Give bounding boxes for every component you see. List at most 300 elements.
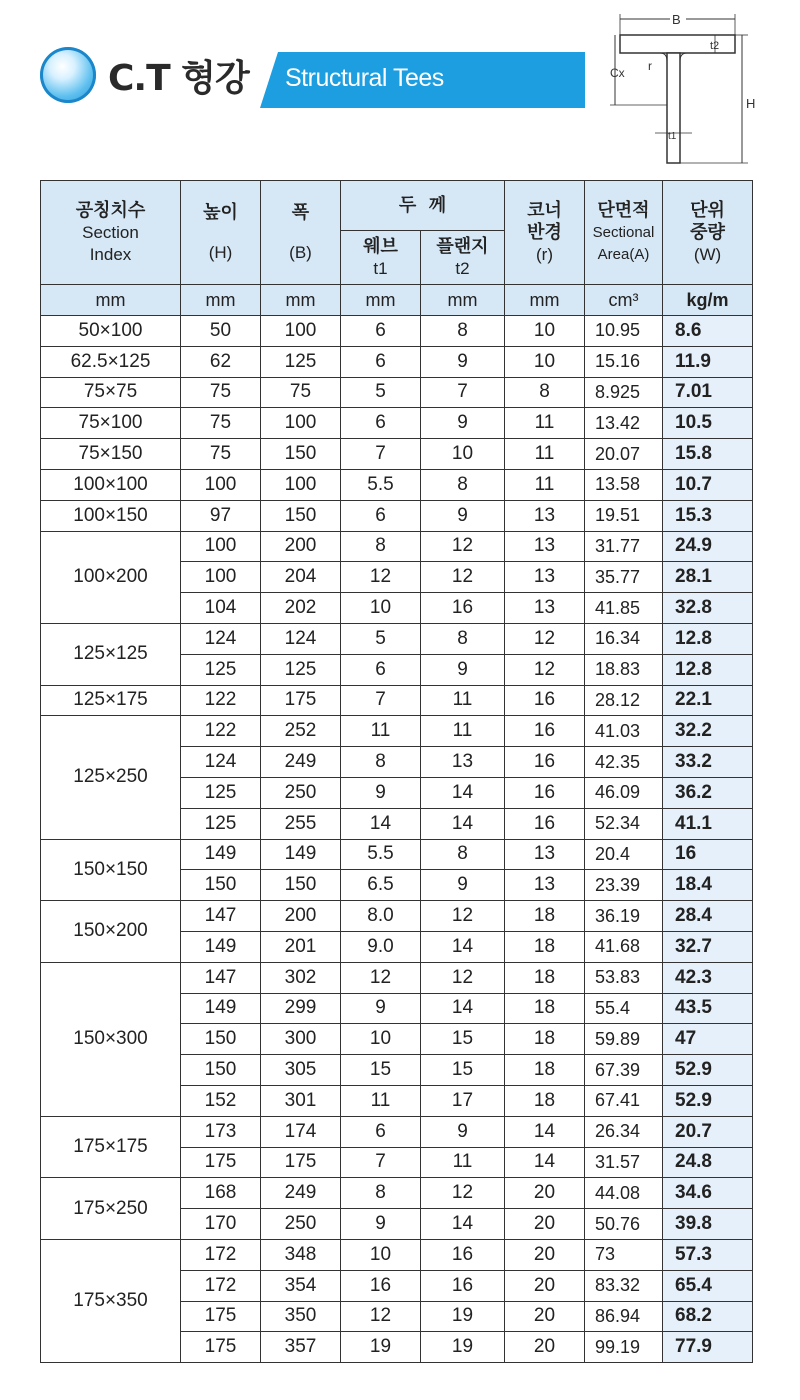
table-row	[41, 439, 753, 470]
cell-width: 124	[261, 623, 341, 654]
cell-sectional-area: 59.89	[585, 1024, 663, 1055]
cell-section-index: 62.5×125	[41, 346, 181, 377]
cell-height: 152	[181, 1085, 261, 1116]
table-row	[41, 316, 753, 347]
cell-section-index: 125×125	[41, 623, 181, 685]
label-cx: Cx	[610, 66, 625, 80]
cell-flange-thickness: 10	[421, 439, 505, 470]
cell-sectional-area: 44.08	[585, 1178, 663, 1209]
cell-height: 147	[181, 962, 261, 993]
cell-height: 100	[181, 469, 261, 500]
cell-width: 299	[261, 993, 341, 1024]
cell-section-index: 75×150	[41, 439, 181, 470]
cell-flange-thickness: 16	[421, 1270, 505, 1301]
cell-sectional-area: 83.32	[585, 1270, 663, 1301]
table-row	[41, 408, 753, 439]
cell-width: 125	[261, 654, 341, 685]
cell-height: 100	[181, 562, 261, 593]
header-web: 웨브 t1	[341, 231, 421, 285]
cell-web-thickness: 5	[341, 623, 421, 654]
cell-corner-radius: 18	[505, 1085, 585, 1116]
cell-web-thickness: 6	[341, 1116, 421, 1147]
cell-corner-radius: 18	[505, 993, 585, 1024]
cell-corner-radius: 13	[505, 593, 585, 624]
label-t1: t1	[668, 131, 677, 142]
table-row	[41, 685, 753, 716]
cell-width: 174	[261, 1116, 341, 1147]
cell-width: 300	[261, 1024, 341, 1055]
cell-web-thickness: 7	[341, 685, 421, 716]
cell-web-thickness: 8	[341, 1178, 421, 1209]
cell-sectional-area: 55.4	[585, 993, 663, 1024]
cell-web-thickness: 8.0	[341, 901, 421, 932]
table-row	[41, 901, 753, 932]
cell-corner-radius: 18	[505, 931, 585, 962]
cell-unit-weight: 7.01	[663, 377, 753, 408]
cell-width: 350	[261, 1301, 341, 1332]
table-row	[41, 716, 753, 747]
cell-unit-weight: 41.1	[663, 808, 753, 839]
cell-height: 175	[181, 1147, 261, 1178]
cell-section-index: 100×150	[41, 500, 181, 531]
cell-unit-weight: 24.8	[663, 1147, 753, 1178]
cell-unit-weight: 47	[663, 1024, 753, 1055]
cell-web-thickness: 9	[341, 993, 421, 1024]
cell-web-thickness: 8	[341, 747, 421, 778]
header-thickness: 두 께	[341, 181, 505, 231]
cell-unit-weight: 52.9	[663, 1055, 753, 1086]
cell-flange-thickness: 12	[421, 562, 505, 593]
cell-corner-radius: 8	[505, 377, 585, 408]
cell-corner-radius: 13	[505, 531, 585, 562]
cell-flange-thickness: 8	[421, 316, 505, 347]
cell-web-thickness: 15	[341, 1055, 421, 1086]
cell-height: 62	[181, 346, 261, 377]
cell-flange-thickness: 19	[421, 1332, 505, 1363]
cell-unit-weight: 15.3	[663, 500, 753, 531]
cell-width: 150	[261, 439, 341, 470]
cell-unit-weight: 43.5	[663, 993, 753, 1024]
spec-table	[40, 180, 753, 1363]
cell-section-index: 125×250	[41, 716, 181, 839]
cell-sectional-area: 10.95	[585, 316, 663, 347]
cell-height: 75	[181, 408, 261, 439]
cell-web-thickness: 9	[341, 1209, 421, 1240]
cell-section-index: 175×250	[41, 1178, 181, 1240]
cell-height: 125	[181, 777, 261, 808]
cell-flange-thickness: 8	[421, 469, 505, 500]
cell-width: 250	[261, 1209, 341, 1240]
cell-unit-weight: 32.7	[663, 931, 753, 962]
cell-corner-radius: 14	[505, 1116, 585, 1147]
cell-height: 104	[181, 593, 261, 624]
cell-height: 175	[181, 1332, 261, 1363]
cell-sectional-area: 16.34	[585, 623, 663, 654]
cell-sectional-area: 41.68	[585, 931, 663, 962]
cell-flange-thickness: 14	[421, 931, 505, 962]
cell-web-thickness: 8	[341, 531, 421, 562]
cell-unit-weight: 42.3	[663, 962, 753, 993]
cell-flange-thickness: 12	[421, 531, 505, 562]
cell-section-index: 150×200	[41, 901, 181, 963]
cell-flange-thickness: 9	[421, 870, 505, 901]
cell-height: 150	[181, 1055, 261, 1086]
cell-sectional-area: 20.07	[585, 439, 663, 470]
cell-width: 357	[261, 1332, 341, 1363]
cell-height: 124	[181, 747, 261, 778]
cell-section-index: 100×200	[41, 531, 181, 623]
cell-flange-thickness: 11	[421, 1147, 505, 1178]
cell-sectional-area: 18.83	[585, 654, 663, 685]
cell-sectional-area: 67.39	[585, 1055, 663, 1086]
cell-height: 124	[181, 623, 261, 654]
cell-width: 255	[261, 808, 341, 839]
cell-section-index: 75×100	[41, 408, 181, 439]
cell-sectional-area: 52.34	[585, 808, 663, 839]
cell-web-thickness: 10	[341, 1239, 421, 1270]
cell-corner-radius: 20	[505, 1301, 585, 1332]
cell-height: 149	[181, 839, 261, 870]
cell-height: 173	[181, 1116, 261, 1147]
unit-cell: mm	[421, 285, 505, 316]
cell-web-thickness: 6.5	[341, 870, 421, 901]
tee-section-diagram	[600, 5, 800, 175]
cell-width: 100	[261, 469, 341, 500]
cell-corner-radius: 16	[505, 747, 585, 778]
cell-sectional-area: 31.57	[585, 1147, 663, 1178]
cell-web-thickness: 6	[341, 408, 421, 439]
cell-unit-weight: 16	[663, 839, 753, 870]
cell-flange-thickness: 12	[421, 1178, 505, 1209]
cell-height: 122	[181, 685, 261, 716]
cell-web-thickness: 5.5	[341, 469, 421, 500]
cell-corner-radius: 16	[505, 808, 585, 839]
cell-unit-weight: 68.2	[663, 1301, 753, 1332]
table-row	[41, 531, 753, 562]
header-area: 단면적 Sectional Area(A)	[585, 181, 663, 285]
cell-width: 175	[261, 1147, 341, 1178]
unit-cell: mm	[41, 285, 181, 316]
cell-web-thickness: 7	[341, 1147, 421, 1178]
unit-cell: mm	[261, 285, 341, 316]
cell-web-thickness: 10	[341, 593, 421, 624]
cell-sectional-area: 53.83	[585, 962, 663, 993]
cell-web-thickness: 11	[341, 1085, 421, 1116]
cell-flange-thickness: 17	[421, 1085, 505, 1116]
cell-corner-radius: 16	[505, 685, 585, 716]
label-b: B	[672, 12, 681, 27]
cell-corner-radius: 11	[505, 408, 585, 439]
cell-height: 125	[181, 808, 261, 839]
cell-flange-thickness: 11	[421, 716, 505, 747]
cell-flange-thickness: 15	[421, 1024, 505, 1055]
cell-width: 100	[261, 316, 341, 347]
spec-table-wrapper	[40, 180, 752, 1363]
cell-width: 202	[261, 593, 341, 624]
cell-flange-thickness: 8	[421, 623, 505, 654]
cell-sectional-area: 36.19	[585, 901, 663, 932]
cell-corner-radius: 20	[505, 1270, 585, 1301]
cell-web-thickness: 6	[341, 316, 421, 347]
label-r: r	[648, 59, 652, 73]
cell-web-thickness: 6	[341, 654, 421, 685]
cell-unit-weight: 10.5	[663, 408, 753, 439]
cell-section-index: 175×350	[41, 1239, 181, 1362]
cell-unit-weight: 18.4	[663, 870, 753, 901]
cell-width: 204	[261, 562, 341, 593]
cell-width: 302	[261, 962, 341, 993]
table-row	[41, 346, 753, 377]
unit-cell: mm	[181, 285, 261, 316]
cell-web-thickness: 9.0	[341, 931, 421, 962]
cell-height: 75	[181, 377, 261, 408]
cell-unit-weight: 32.8	[663, 593, 753, 624]
cell-flange-thickness: 14	[421, 777, 505, 808]
cell-flange-thickness: 13	[421, 747, 505, 778]
cell-flange-thickness: 14	[421, 808, 505, 839]
cell-corner-radius: 10	[505, 346, 585, 377]
cell-height: 122	[181, 716, 261, 747]
cell-section-index: 75×75	[41, 377, 181, 408]
cell-corner-radius: 13	[505, 839, 585, 870]
units-row	[41, 285, 753, 316]
cell-flange-thickness: 12	[421, 962, 505, 993]
cell-corner-radius: 12	[505, 654, 585, 685]
cell-corner-radius: 16	[505, 777, 585, 808]
cell-corner-radius: 20	[505, 1239, 585, 1270]
table-row	[41, 1239, 753, 1270]
cell-sectional-area: 20.4	[585, 839, 663, 870]
cell-sectional-area: 26.34	[585, 1116, 663, 1147]
cell-flange-thickness: 9	[421, 500, 505, 531]
cell-unit-weight: 32.2	[663, 716, 753, 747]
cell-unit-weight: 12.8	[663, 623, 753, 654]
cell-unit-weight: 11.9	[663, 346, 753, 377]
cell-sectional-area: 73	[585, 1239, 663, 1270]
cell-width: 150	[261, 500, 341, 531]
cell-sectional-area: 35.77	[585, 562, 663, 593]
cell-unit-weight: 33.2	[663, 747, 753, 778]
cell-flange-thickness: 9	[421, 346, 505, 377]
table-row	[41, 500, 753, 531]
cell-height: 170	[181, 1209, 261, 1240]
cell-width: 252	[261, 716, 341, 747]
cell-sectional-area: 13.42	[585, 408, 663, 439]
cell-unit-weight: 10.7	[663, 469, 753, 500]
cell-unit-weight: 12.8	[663, 654, 753, 685]
cell-height: 97	[181, 500, 261, 531]
cell-unit-weight: 22.1	[663, 685, 753, 716]
units-row-group	[41, 285, 753, 316]
cell-unit-weight: 20.7	[663, 1116, 753, 1147]
cell-unit-weight: 8.6	[663, 316, 753, 347]
cell-height: 50	[181, 316, 261, 347]
cell-sectional-area: 42.35	[585, 747, 663, 778]
cell-corner-radius: 13	[505, 500, 585, 531]
cell-corner-radius: 20	[505, 1178, 585, 1209]
cell-unit-weight: 52.9	[663, 1085, 753, 1116]
cell-corner-radius: 18	[505, 962, 585, 993]
cell-sectional-area: 15.16	[585, 346, 663, 377]
cell-height: 168	[181, 1178, 261, 1209]
cell-height: 172	[181, 1239, 261, 1270]
cell-unit-weight: 34.6	[663, 1178, 753, 1209]
cell-height: 172	[181, 1270, 261, 1301]
cell-width: 348	[261, 1239, 341, 1270]
unit-cell: cm³	[585, 285, 663, 316]
cell-flange-thickness: 7	[421, 377, 505, 408]
cell-sectional-area: 19.51	[585, 500, 663, 531]
cell-web-thickness: 7	[341, 439, 421, 470]
unit-cell: mm	[505, 285, 585, 316]
cell-corner-radius: 18	[505, 901, 585, 932]
cell-width: 200	[261, 901, 341, 932]
cell-sectional-area: 28.12	[585, 685, 663, 716]
cell-corner-radius: 11	[505, 439, 585, 470]
cell-width: 150	[261, 870, 341, 901]
cell-section-index: 100×100	[41, 469, 181, 500]
cell-sectional-area: 50.76	[585, 1209, 663, 1240]
cell-unit-weight: 24.9	[663, 531, 753, 562]
cell-flange-thickness: 19	[421, 1301, 505, 1332]
cell-corner-radius: 16	[505, 716, 585, 747]
title-korean: C.T 형강	[108, 58, 249, 99]
cell-section-index: 150×150	[41, 839, 181, 901]
cell-flange-thickness: 15	[421, 1055, 505, 1086]
table-row	[41, 377, 753, 408]
cell-web-thickness: 6	[341, 500, 421, 531]
cell-height: 175	[181, 1301, 261, 1332]
cell-height: 149	[181, 993, 261, 1024]
cell-width: 250	[261, 777, 341, 808]
cell-section-index: 150×300	[41, 962, 181, 1116]
cell-width: 100	[261, 408, 341, 439]
cell-unit-weight: 65.4	[663, 1270, 753, 1301]
cell-web-thickness: 9	[341, 777, 421, 808]
cell-corner-radius: 13	[505, 562, 585, 593]
cell-flange-thickness: 9	[421, 654, 505, 685]
cell-height: 75	[181, 439, 261, 470]
cell-corner-radius: 12	[505, 623, 585, 654]
tee-section-drawing	[600, 5, 800, 175]
cell-sectional-area: 46.09	[585, 777, 663, 808]
table-header	[41, 181, 753, 285]
cell-unit-weight: 39.8	[663, 1209, 753, 1240]
cell-width: 175	[261, 685, 341, 716]
header-height: 높이 (H)	[181, 181, 261, 285]
header-width: 폭 (B)	[261, 181, 341, 285]
cell-corner-radius: 18	[505, 1055, 585, 1086]
cell-sectional-area: 99.19	[585, 1332, 663, 1363]
table-row	[41, 469, 753, 500]
cell-flange-thickness: 14	[421, 993, 505, 1024]
cell-unit-weight: 28.1	[663, 562, 753, 593]
cell-sectional-area: 13.58	[585, 469, 663, 500]
cell-width: 201	[261, 931, 341, 962]
cell-unit-weight: 57.3	[663, 1239, 753, 1270]
cell-corner-radius: 18	[505, 1024, 585, 1055]
cell-corner-radius: 20	[505, 1209, 585, 1240]
header-weight: 단위 중량 (W)	[663, 181, 753, 285]
table-row	[41, 962, 753, 993]
title-english: Structural Tees	[285, 64, 444, 92]
label-t2: t2	[710, 40, 720, 52]
cell-flange-thickness: 9	[421, 408, 505, 439]
cell-sectional-area: 67.41	[585, 1085, 663, 1116]
cell-width: 301	[261, 1085, 341, 1116]
cell-sectional-area: 41.85	[585, 593, 663, 624]
cell-width: 249	[261, 747, 341, 778]
cell-height: 147	[181, 901, 261, 932]
cell-width: 249	[261, 1178, 341, 1209]
cell-web-thickness: 10	[341, 1024, 421, 1055]
cell-width: 200	[261, 531, 341, 562]
cell-web-thickness: 5.5	[341, 839, 421, 870]
cell-sectional-area: 23.39	[585, 870, 663, 901]
cell-flange-thickness: 8	[421, 839, 505, 870]
cell-web-thickness: 14	[341, 808, 421, 839]
cell-corner-radius: 10	[505, 316, 585, 347]
header-corner: 코너 반경 (r)	[505, 181, 585, 285]
table-body	[41, 316, 753, 1363]
header-section: 공칭치수 Section Index	[41, 181, 181, 285]
cell-corner-radius: 14	[505, 1147, 585, 1178]
cell-sectional-area: 41.03	[585, 716, 663, 747]
cell-section-index: 125×175	[41, 685, 181, 716]
cell-web-thickness: 12	[341, 962, 421, 993]
cell-sectional-area: 8.925	[585, 377, 663, 408]
table-row	[41, 1178, 753, 1209]
cell-sectional-area: 31.77	[585, 531, 663, 562]
cell-web-thickness: 5	[341, 377, 421, 408]
cell-unit-weight: 15.8	[663, 439, 753, 470]
cell-unit-weight: 77.9	[663, 1332, 753, 1363]
cell-section-index: 175×175	[41, 1116, 181, 1178]
cell-web-thickness: 19	[341, 1332, 421, 1363]
fillet-shape	[660, 53, 667, 61]
cell-width: 125	[261, 346, 341, 377]
cell-web-thickness: 12	[341, 1301, 421, 1332]
unit-cell: kg/m	[663, 285, 753, 316]
cell-web-thickness: 6	[341, 346, 421, 377]
cell-web-thickness: 16	[341, 1270, 421, 1301]
cell-height: 100	[181, 531, 261, 562]
cell-height: 150	[181, 870, 261, 901]
label-h: H	[746, 96, 756, 111]
cell-height: 125	[181, 654, 261, 685]
cell-web-thickness: 11	[341, 716, 421, 747]
cell-corner-radius: 11	[505, 469, 585, 500]
table-row	[41, 623, 753, 654]
cell-unit-weight: 28.4	[663, 901, 753, 932]
cell-height: 149	[181, 931, 261, 962]
cell-width: 354	[261, 1270, 341, 1301]
cell-unit-weight: 36.2	[663, 777, 753, 808]
cell-corner-radius: 13	[505, 870, 585, 901]
header-flange: 플랜지 t2	[421, 231, 505, 285]
web-shape	[667, 53, 680, 163]
cell-width: 75	[261, 377, 341, 408]
cell-section-index: 50×100	[41, 316, 181, 347]
cell-web-thickness: 12	[341, 562, 421, 593]
cell-flange-thickness: 9	[421, 1116, 505, 1147]
table-row	[41, 1116, 753, 1147]
cell-flange-thickness: 12	[421, 901, 505, 932]
blue-orb-icon	[40, 47, 96, 103]
table-row	[41, 839, 753, 870]
cell-flange-thickness: 16	[421, 593, 505, 624]
cell-sectional-area: 86.94	[585, 1301, 663, 1332]
